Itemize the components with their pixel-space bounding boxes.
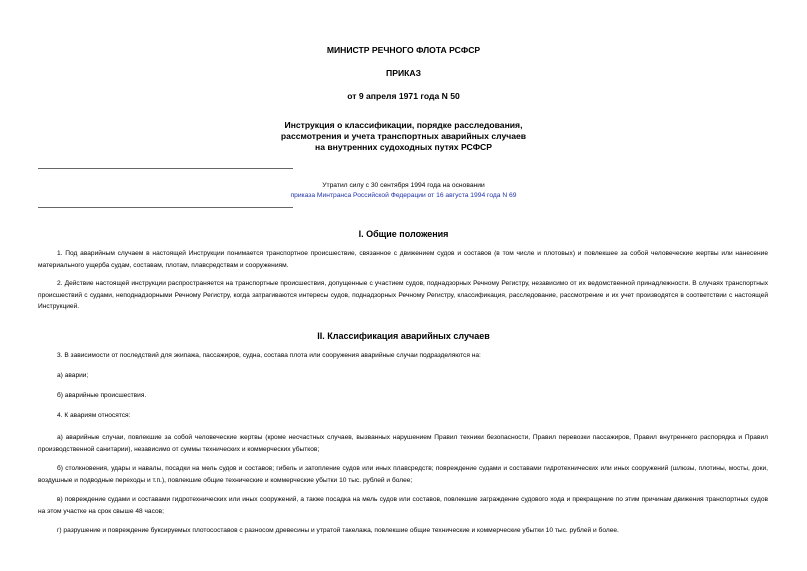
paragraph: г) разрушение и повреждение буксируемых плотосоставов с разносом древесины и утратой такелажа, повлекшие общие технические и коммерческие убытки 10 тыс. рублей и более. xyxy=(57,527,619,534)
lapsed-notice: Утратил силу с 30 сентября 1994 года на основании xyxy=(322,182,485,189)
paragraph: б) аварийные происшествия. xyxy=(57,392,147,399)
paragraph: 3. В зависимости от последствий для экипажа, пассажиров, судна, состава плота или сооружения аварийные случаи подразделяются на: xyxy=(57,352,481,359)
paragraph: 1. Под аварийным случаем в настоящей Инструкции понимается транспортное происшествие, связанное с движением судов и составов (в том числе и плотовых) и повлекшее за собой человеческие жертвы или нанесение материального ущерба судам, составам, плотам, плавсредствам и сооружениям. xyxy=(38,250,768,269)
title-line: Инструкция о классификации, порядке расследования, xyxy=(284,120,523,130)
paragraph: в) повреждение судами и составами гидротехнических или иных сооружений, а также посадка на мель судов или составов, повлекшие заграждение судового хода и прекращение по этим причинам движения транспортных судов на этом участке на срок свыше 48 часов; xyxy=(38,496,768,515)
paragraph: 2. Действие настоящей инструкции распространяется на транспортные происшествия, допущенные с участием судов, поднадзорных Речному Регистру, независимо от их ведомственной принадлежности. В случаях транспортных происшествий с судами, неподнадзорными Речному Регистру, когда затрагиваются интересы судов, поднадзорных Речному Регистру, классификация, расследование, рассмотрение и их учет производятся в соответствии с настоящей Инструкцией. xyxy=(38,280,768,310)
basis-link[interactable]: приказа Минтранса Российской Федерации от 16 августа 1994 года N 69 xyxy=(290,192,517,199)
divider xyxy=(38,207,293,208)
ministry-line: МИНИСТР РЕЧНОГО ФЛОТА РСФСР xyxy=(326,45,481,55)
date-line: от 9 апреля 1971 года N 50 xyxy=(347,91,460,101)
section-heading: I. Общие положения xyxy=(358,229,449,239)
paragraph: а) аварийные случаи, повлекшие за собой человеческие жертвы (кроме несчастных случаев, вызванных нарушением Правил техники безопасности, Правил перевозки пассажиров, Правил внутреннего распорядка и Правил производственной санитарии), независимо от суммы технических и коммерческих убытков; xyxy=(38,434,768,453)
doc-type: ПРИКАЗ xyxy=(386,68,421,78)
divider xyxy=(38,168,293,169)
paragraph: а) аварии; xyxy=(57,372,89,379)
title-line: на внутренних судоходных путях РСФСР xyxy=(315,142,492,152)
paragraph: 4. К авариям относятся: xyxy=(57,412,131,419)
paragraph: б) столкновения, удары и навалы, посадки на мель судов и составов; гибель и затопление судов или иных плавсредств; повреждение судами и составами гидротехнических или иных сооружений (шлюзы, плотины, мосты, доки, воздушные и подводные переходы и т.п.), повлекшие общие технические и коммерческие убытки 10 тыс. рублей и более; xyxy=(38,465,768,484)
section-heading: II. Классификация аварийных случаев xyxy=(317,331,490,341)
title-line: рассмотрения и учета транспортных аварийных случаев xyxy=(280,131,527,141)
